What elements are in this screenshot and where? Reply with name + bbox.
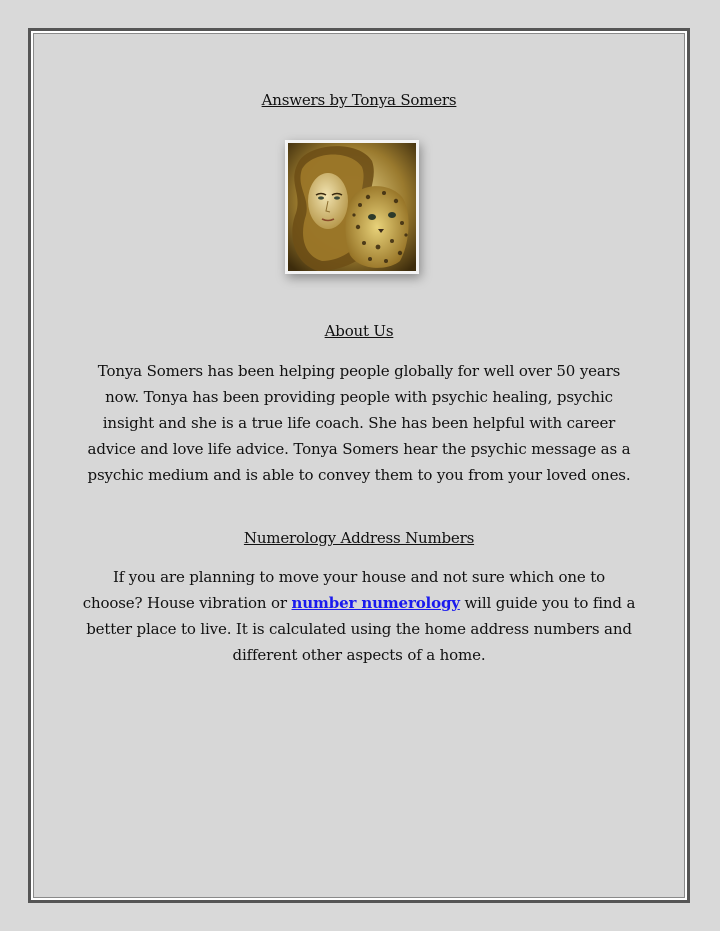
numerology-text-after-link: will guide you to find a better place to live. It is calculated using the home address numbers and different other aspects of a home. — [86, 594, 636, 664]
document-title: Answers by Tonya Somers — [261, 91, 457, 109]
portrait-image — [285, 140, 419, 274]
portrait-illustration — [288, 143, 416, 271]
about-us-heading: About Us — [324, 322, 394, 340]
numerology-heading: Numerology Address Numbers — [243, 529, 475, 547]
number-numerology-link[interactable]: number numerology — [291, 594, 460, 612]
numerology-text-before-link: If you are planning to move your house and not sure which one to choose? House vibration or — [82, 568, 605, 612]
numerology-paragraph — [81, 564, 637, 668]
about-us-paragraph: Tonya Somers has been helping people globally for well over 50 years now. Tonya has been providing people with psychic healing, psychic insight and she is a true life coach. She has been helpful with career advice and love life advice. Tonya Somers hear the psychic message as a psychic medium and is able to convey them to you from your loved ones. — [87, 362, 631, 484]
document-page — [28, 28, 690, 903]
